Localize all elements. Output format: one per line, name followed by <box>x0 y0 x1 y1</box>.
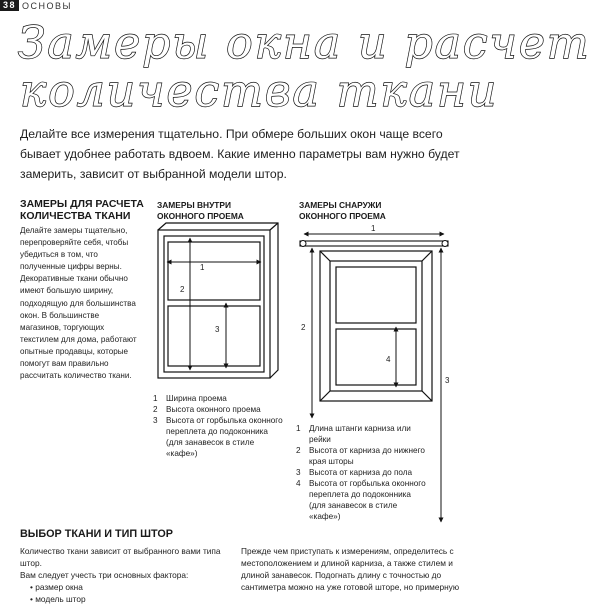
outside-upper-pane <box>336 267 416 323</box>
legend-number: 3 <box>153 416 158 425</box>
outside-lower-pane <box>336 329 416 385</box>
intro-paragraph: Делайте все измерения тщательно. При обмере больших окон чаще всего бывает удобнее работать вдвоем. Какие именно параметры вам нужно будет замерить, зависит от выбранной модели штор. <box>20 127 460 181</box>
bottom-heading: ВЫБОР ТКАНИ И ТИП ШТОР <box>20 528 173 540</box>
factor-list <box>20 581 230 605</box>
page-title-line1: Замеры окна и расчет <box>18 18 591 69</box>
inside-recess-outline <box>158 230 270 378</box>
inside-heading-line1: ЗАМЕРЫ ВНУТРИ <box>157 200 231 210</box>
page-title-line2: количества ткани <box>20 66 499 117</box>
outside-dim-1-label: 1 <box>371 224 376 233</box>
outside-corner-tr <box>422 251 432 261</box>
legend-number: 3 <box>296 468 301 477</box>
curtain-rod <box>300 241 448 246</box>
rod-end-left <box>300 241 306 247</box>
legend-item <box>296 445 426 467</box>
outside-corner-tl <box>320 251 330 261</box>
outside-dim-4-label: 4 <box>386 355 391 364</box>
outside-dim-3-label: 3 <box>445 376 450 385</box>
outside-heading-line1: ЗАМЕРЫ СНАРУЖИ <box>299 200 382 210</box>
bottom-left-body <box>20 545 230 605</box>
legend-number: 4 <box>296 479 301 488</box>
inside-recess-corner <box>270 223 278 230</box>
inside-frame <box>164 236 264 372</box>
legend-text: Ширина проема <box>166 394 227 403</box>
inside-window-diagram <box>158 223 278 378</box>
inside-dim-3-label: 3 <box>215 325 220 334</box>
legend-item <box>296 467 426 478</box>
legend-number: 2 <box>296 446 301 455</box>
left-body: Делайте замеры тщательно, перепроверяйте себя, чтобы убедиться в том, что полученные цифры верны. Декоративные ткани обычно имеют большую ширину, подходящую для большинства окон. В большинстве магазинов, торгующих текстилем для дома, работают опытные продавцы, которые помогут вам правильно рассчитать количество ткани. <box>20 226 137 381</box>
outside-window-diagram <box>320 251 432 401</box>
outside-inner-frame <box>330 261 422 391</box>
section-name: ОСНОВЫ <box>22 0 72 11</box>
outside-corner-bl <box>320 391 330 401</box>
page-number: 38 <box>0 0 19 11</box>
legend-number: 2 <box>153 405 158 414</box>
inside-lower-pane <box>168 306 260 366</box>
legend-text: Высота от карниза до пола <box>309 468 413 477</box>
rod-end-right <box>442 241 448 247</box>
legend-item <box>153 393 283 404</box>
outside-dim-2-label: 2 <box>301 323 306 332</box>
left-heading-line2: КОЛИЧЕСТВА ТКАНИ <box>20 210 131 222</box>
list-item: • модель штор <box>30 593 230 605</box>
legend-text: Высота от горбылька оконного переплета до подоконника (для занавесок в стиле «кафе») <box>309 479 426 521</box>
left-heading-line1: ЗАМЕРЫ ДЛЯ РАСЧЕТА <box>20 198 144 210</box>
outside-corner-br <box>422 391 432 401</box>
legend-item <box>153 404 283 415</box>
legend-item <box>153 415 283 459</box>
list-item: • размер окна <box>30 581 230 593</box>
bottom-left-line2: Вам следует учесть три основных фактора: <box>20 570 189 580</box>
inside-heading-line2: ОКОННОГО ПРОЕМА <box>157 211 244 221</box>
legend-text: Высота оконного проема <box>166 405 261 414</box>
inside-dim-1-label: 1 <box>200 263 205 272</box>
outside-frame <box>320 251 432 401</box>
legend-number: 1 <box>153 394 158 403</box>
legend-number: 1 <box>296 424 301 433</box>
inside-legend <box>153 393 283 459</box>
inside-dim-2-label: 2 <box>180 285 185 294</box>
legend-item <box>296 423 426 445</box>
outside-heading-line2: ОКОННОГО ПРОЕМА <box>299 211 386 221</box>
legend-text: Высота от карниза до нижнего края шторы <box>309 446 425 466</box>
legend-text: Высота от горбылька оконного переплета до подоконника (для занавесок в стиле «кафе») <box>166 416 283 458</box>
legend-item <box>296 478 426 522</box>
bottom-left-line1: Количество ткани зависит от выбранного вами типа штор. <box>20 546 221 568</box>
outside-legend <box>296 423 426 522</box>
bottom-right-body: Прежде чем приступать к измерениям, определитесь с местоположением и длиной карниза, а также стилем и длиной занавесок. Подогнать длину с точностью до сантиметра можно на уже готовой шторе, но примерную <box>241 546 460 592</box>
legend-text: Длина штанги карниза или рейки <box>309 424 411 444</box>
